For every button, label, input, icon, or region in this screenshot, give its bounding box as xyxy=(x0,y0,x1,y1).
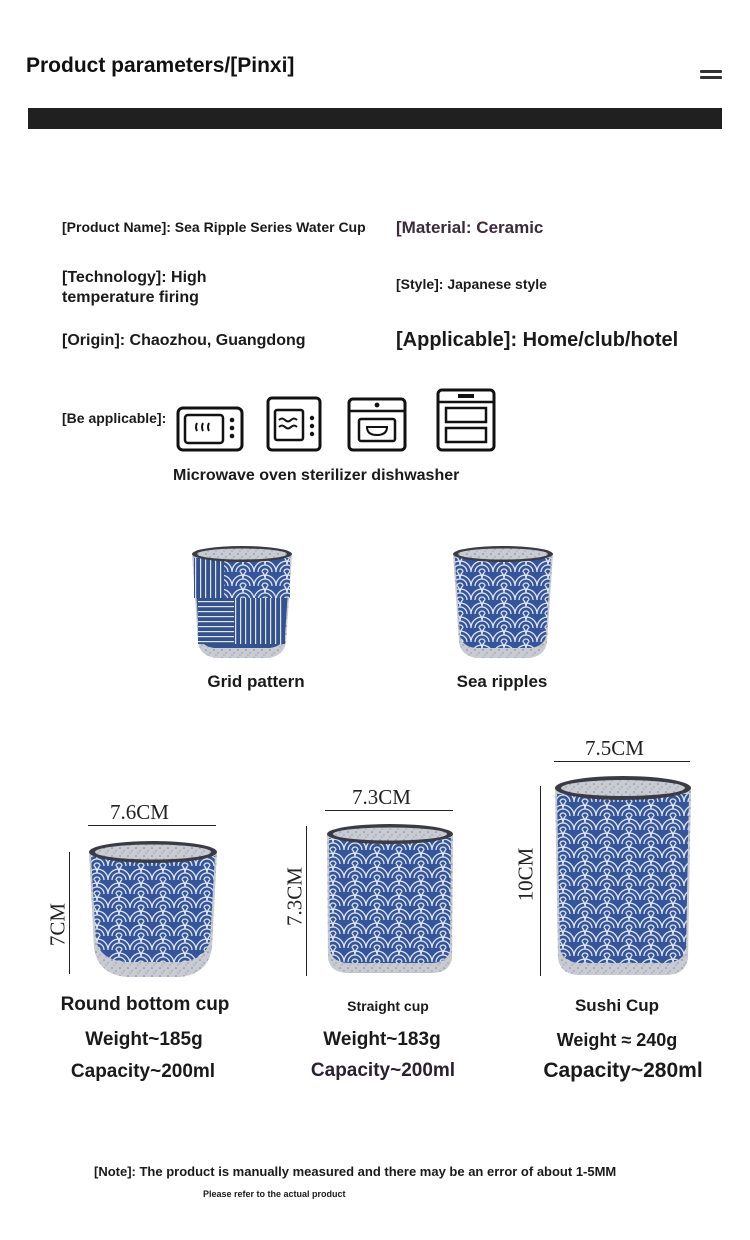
cup3-width-label: 7.5CM xyxy=(585,736,644,760)
cup2-width-label: 7.3CM xyxy=(352,785,411,809)
cup1-name: Round bottom cup xyxy=(60,994,230,1015)
cup3-height-label: 10CM xyxy=(513,847,538,902)
cup2-width-line xyxy=(325,810,453,811)
param-technology-line2: temperature firing xyxy=(62,289,199,306)
microwave-icon xyxy=(176,406,244,452)
pattern-label-grid: Grid pattern xyxy=(207,672,305,691)
cup1-height-label: 7CM xyxy=(45,902,70,947)
dishwasher-icon xyxy=(436,388,496,452)
param-product-name: [Product Name]: Sea Ripple Series Water Cup xyxy=(62,219,366,235)
cup1-capacity: Capacity~200ml xyxy=(70,1061,216,1082)
cup3-height-line xyxy=(540,786,541,976)
sterilizer-icon xyxy=(266,396,322,452)
cup3-weight: Weight ≈ 240g xyxy=(556,1030,678,1050)
cup2-name: Straight cup xyxy=(347,998,429,1014)
round-bottom-cup-image xyxy=(86,838,220,980)
appliance-caption: Microwave oven sterilizer dishwasher xyxy=(173,467,460,484)
measurement-note: [Note]: The product is manually measured and there may be an error of about 1-5MM xyxy=(94,1164,617,1179)
cup2-capacity: Capacity~200ml xyxy=(310,1060,456,1081)
param-style: [Style]: Japanese style xyxy=(396,276,547,292)
cup3-capacity: Capacity~280ml xyxy=(543,1059,703,1082)
measurement-subnote: Please refer to the actual product xyxy=(203,1189,346,1199)
param-technology-line1: [Technology]: High xyxy=(62,269,207,286)
header-divider-bar xyxy=(28,108,722,129)
cup1-weight: Weight~185g xyxy=(85,1029,203,1050)
sea-ripples-cup-image xyxy=(449,544,557,662)
straight-cup-image xyxy=(322,822,458,976)
menu-icon[interactable] xyxy=(700,70,722,82)
cup1-width-label: 7.6CM xyxy=(110,800,169,824)
cup2-weight: Weight~183g xyxy=(323,1029,441,1050)
appliance-label: [Be applicable]: xyxy=(62,410,167,426)
sushi-cup-image xyxy=(552,774,694,978)
param-technology xyxy=(62,268,207,308)
param-applicable: [Applicable]: Home/club/hotel xyxy=(396,329,679,351)
page-title: Product parameters/[Pinxi] xyxy=(26,54,295,77)
cup3-width-line xyxy=(554,761,690,762)
grid-pattern-cup-image xyxy=(188,544,296,662)
param-origin: [Origin]: Chaozhou, Guangdong xyxy=(62,332,306,349)
pattern-label-sea-ripples: Sea ripples xyxy=(456,672,548,691)
param-material: [Material: Ceramic xyxy=(396,218,544,237)
cup3-name: Sushi Cup xyxy=(574,996,660,1015)
cup1-width-line xyxy=(88,825,216,826)
cup2-height-label: 7.3CM xyxy=(282,867,307,926)
oven-icon xyxy=(347,397,407,452)
